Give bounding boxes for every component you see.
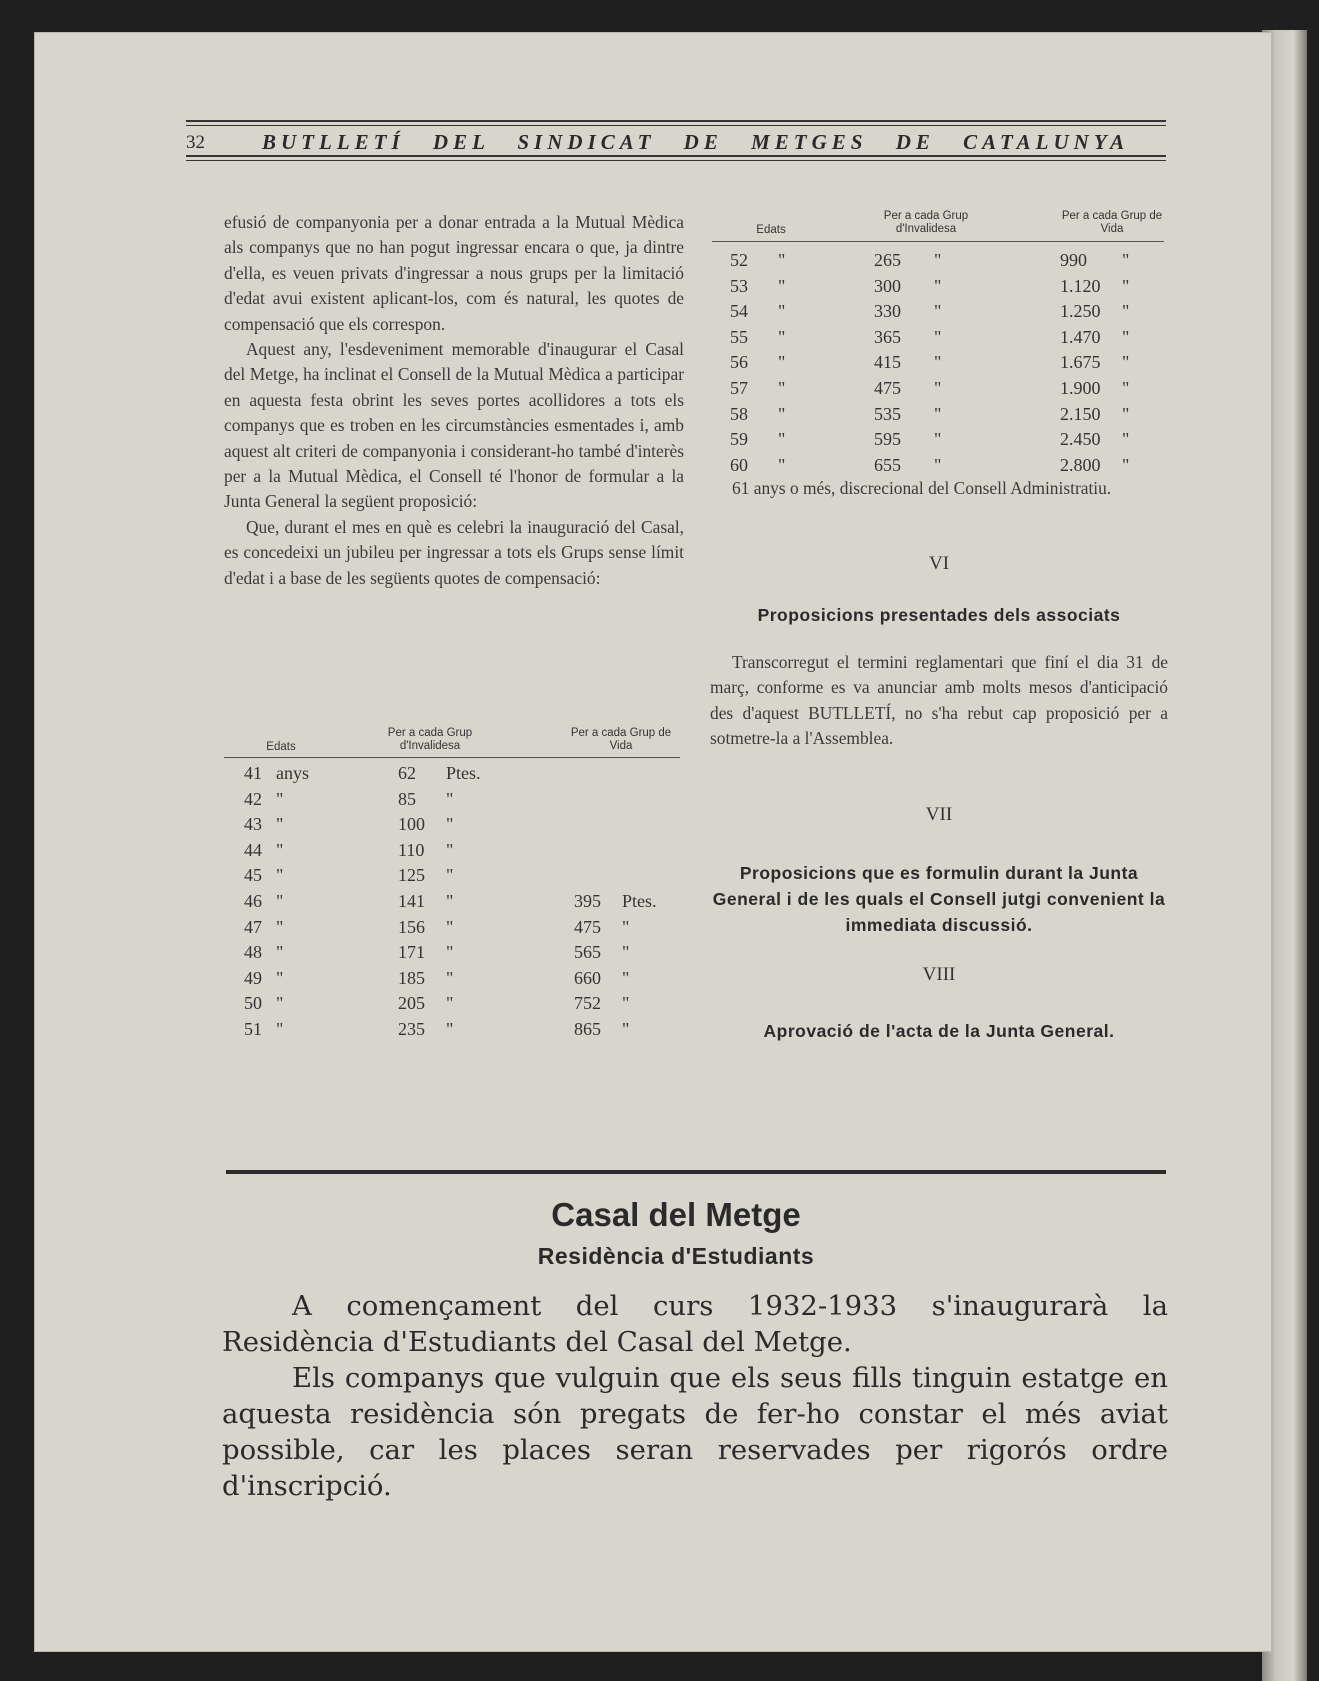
table-cell-suffix: " (276, 891, 284, 911)
table-cell-vida-unit: " (622, 993, 630, 1014)
section-body: Transcorregut el termini reglamentari que finí el dia 31 de març, conforme es va anunciar amb molts mesos d'anticipació des d'aquest BUTLLETÍ, no s'ha rebut cap proposició per a sotmetre-la a l'Assemblea. (710, 652, 1168, 749)
journal-title: BUTLLETÍ DEL SINDICAT DE METGES DE CATALUNYA (262, 130, 1130, 154)
table-cell-inv: 535 (874, 403, 901, 424)
table-cell-vida: 660 (574, 967, 601, 988)
table-cell-age: 43 (244, 814, 262, 835)
table-cell-vida: 1.470 (1060, 326, 1101, 347)
table-cell-inv-unit: " (934, 378, 942, 398)
table-cell-inv: 85 (398, 788, 416, 809)
table-cell-suffix: anys (276, 763, 309, 783)
table-cell-inv: 415 (874, 352, 901, 373)
table-cell-inv-unit: " (446, 839, 454, 860)
table-cell-age: 54 (730, 301, 748, 322)
table-cell-vida-unit: " (1122, 275, 1130, 296)
table-cell-inv-unit: " (934, 250, 942, 270)
table-cell-suffix: " (276, 839, 284, 860)
table-cell-inv-unit: " (934, 429, 942, 450)
table-cell-age: 48 (244, 942, 262, 963)
table-cell-inv-unit: " (446, 891, 454, 911)
table-cell-suffix: " (276, 788, 284, 809)
casal-subtitle: Residència d'Estudiants (537, 1243, 815, 1269)
left-column-text (224, 210, 684, 591)
table-cell-age: 42 (244, 788, 262, 809)
table-header-invalidesa: Per a cada Grup d'Invalidesa (883, 210, 969, 235)
table-cell-vida-unit: " (622, 1019, 630, 1039)
table-header-edats: Edats (756, 224, 786, 236)
table-cell-age: 45 (244, 865, 262, 886)
table-cell-vida-unit: " (1122, 378, 1130, 398)
table-cell-age: 41 (244, 763, 262, 783)
table-cell-inv: 330 (874, 301, 901, 322)
table-cell-vida: 475 (574, 916, 601, 937)
table-cell-inv: 110 (398, 839, 425, 860)
table-cell-suffix: " (276, 1019, 284, 1039)
table-cell-age: 47 (244, 916, 262, 937)
table-cell-age: 50 (244, 993, 262, 1014)
table-cell-suffix: " (778, 275, 786, 296)
table-rule (712, 241, 1164, 242)
table-cell-inv-unit: " (446, 1019, 454, 1039)
table-cell-inv-unit: " (934, 326, 942, 347)
table-cell-inv-unit: " (446, 942, 454, 963)
table-cell-age: 53 (730, 275, 748, 296)
table-cell-suffix: " (778, 301, 786, 322)
table-cell-vida: 1.120 (1060, 275, 1101, 296)
table-cell-inv-unit: " (446, 814, 454, 835)
table-cell-vida-unit: " (622, 942, 630, 963)
table-cell-inv-unit: " (934, 352, 942, 373)
table-cell-inv-unit: " (446, 916, 454, 937)
paragraph: A començament del curs 1932-1933 s'inaugurarà la Residència d'Estudiants del Casal del Metge. (222, 1290, 1168, 1358)
paragraph: Aquest any, l'esdeveniment memorable d'inaugurar el Casal del Metge, ha inclinat el Consell de la Mutual Mèdica a participar en aquesta festa obrint les seves portes acollidores a tots els companys que es troben en les circumstàncies esmentades i, amb aquest alt criteri de companyonia i considerant-ho també d'interès per a la Mutual Mèdica, el Consell té l'honor de formular a la Junta General la següent proposició: (224, 339, 684, 512)
table-cell-age: 59 (730, 429, 748, 450)
table-cell-inv-unit: " (934, 454, 942, 475)
table-cell-vida: 2.150 (1060, 403, 1101, 424)
table-cell-suffix: " (778, 250, 786, 270)
section-title: Proposicions presentades dels associats (757, 605, 1121, 625)
section-number: VIII (922, 964, 956, 985)
table-cell-inv-unit: " (934, 275, 942, 296)
table-cell-vida: 395 (574, 891, 601, 911)
table-cell-inv: 156 (398, 916, 425, 937)
table-cell-inv: 475 (874, 378, 901, 398)
table-cell-age: 56 (730, 352, 748, 373)
table-cell-suffix: " (778, 326, 786, 347)
table-cell-vida: 752 (574, 993, 601, 1014)
table-cell-age: 57 (730, 378, 748, 398)
table-cell-vida-unit: " (1122, 326, 1130, 347)
paragraph: efusió de companyonia per a donar entrada a la Mutual Mèdica als companys que no han pogut ingressar encara o que, ja dintre d'ella, es veuen privats d'ingressar a nous grups per la limitació d'edat avui existent aplicant-los, com és natural, les quotes de compensació que els correspon. (224, 212, 684, 334)
table-cell-vida: 565 (574, 942, 601, 963)
table-cell-inv: 595 (874, 429, 901, 450)
table-cell-age: 49 (244, 967, 262, 988)
table-cell-suffix: " (276, 942, 284, 963)
table-cell-suffix: " (276, 865, 284, 886)
casal-title: Casal del Metge (551, 1196, 801, 1233)
table-cell-vida-unit: " (1122, 403, 1130, 424)
table-cell-age: 58 (730, 403, 748, 424)
table-header-vida: Per a cada Grup de Vida (1061, 210, 1163, 235)
table-cell-vida-unit: Ptes. (622, 891, 657, 911)
table-cell-suffix: " (276, 814, 284, 835)
paragraph: Que, durant el mes en què es celebri la inauguració del Casal, es concedeixi un jubileu per ingressar a tots els Grups sense límit d'edat i a base de les següents quotes de compensació: (224, 516, 684, 588)
table-cell-vida: 865 (574, 1019, 601, 1039)
table-cell-inv: 100 (398, 814, 425, 835)
table-cell-inv: 62 (398, 763, 416, 783)
table-cell-inv: 300 (874, 275, 901, 296)
table-header-invalidesa: Per a cada Grup d'Invalidesa (387, 727, 473, 752)
running-header (186, 98, 1166, 166)
table-cell-inv-unit: " (446, 788, 454, 809)
table-cell-vida-unit: " (1122, 352, 1130, 373)
table-cell-suffix: " (276, 916, 284, 937)
page-number: 32 (186, 132, 205, 153)
table-cell-vida: 1.675 (1060, 352, 1101, 373)
table-cell-vida: 2.800 (1060, 454, 1101, 475)
table-cell-vida-unit: " (1122, 454, 1130, 475)
table-cell-vida-unit: " (1122, 250, 1130, 270)
table-cell-vida-unit: " (622, 916, 630, 937)
table-cell-suffix: " (778, 352, 786, 373)
section-number: VII (925, 804, 953, 825)
table-cell-suffix: " (778, 454, 786, 475)
table-cell-inv-unit: " (446, 865, 454, 886)
table-cell-age: 60 (730, 454, 748, 475)
table-cell-inv: 655 (874, 454, 901, 475)
table-cell-inv: 265 (874, 250, 901, 270)
table-cell-suffix: " (276, 967, 284, 988)
table-cell-inv: 185 (398, 967, 425, 988)
table-cell-inv-unit: Ptes. (446, 763, 481, 783)
table-cell-inv-unit: " (446, 993, 454, 1014)
table-cell-age: 51 (244, 1019, 262, 1039)
table-cell-inv: 365 (874, 326, 901, 347)
table-cell-age: 52 (730, 250, 748, 270)
table-cell-inv: 141 (398, 891, 425, 911)
table-cell-vida: 2.450 (1060, 429, 1101, 450)
table-cell-suffix: " (276, 993, 284, 1014)
table-cell-age: 55 (730, 326, 748, 347)
table-cell-vida-unit: " (1122, 301, 1130, 322)
table-cell-vida: 1.900 (1060, 378, 1101, 398)
section-title: Aprovació de l'acta de la Junta General. (763, 1021, 1115, 1041)
table-cell-vida-unit: " (622, 967, 630, 988)
section-divider (226, 1170, 1166, 1174)
table-cell-vida-unit: " (1122, 429, 1130, 450)
table-footnote: 61 anys o més, discrecional del Consell Administratiu. (732, 478, 1112, 498)
table-rule (224, 757, 680, 758)
table-cell-suffix: " (778, 378, 786, 398)
table-cell-inv: 235 (398, 1019, 425, 1039)
table-cell-inv-unit: " (446, 967, 454, 988)
table-cell-age: 44 (244, 839, 262, 860)
table-cell-inv: 171 (398, 942, 425, 963)
table-cell-inv-unit: " (934, 301, 942, 322)
paragraph: Els companys que vulguin que els seus fills tinguin estatge en aquesta residència són pregats de fer-ho constar el més aviat possible, car les places seran reservades per rigorós ordre d'inscripció. (222, 1362, 1168, 1502)
table-cell-inv: 205 (398, 993, 425, 1014)
section-title: Proposicions que es formulin durant la Junta General i de les quals el Consell jutgi convenient la immediata discussió. (712, 863, 1166, 935)
table-cell-age: 46 (244, 891, 262, 911)
section-number: VI (928, 553, 950, 574)
table-cell-suffix: " (778, 403, 786, 424)
table-cell-vida: 1.250 (1060, 301, 1101, 322)
table-cell-vida: 990 (1060, 250, 1087, 270)
casal-body (222, 1288, 1168, 1504)
table-cell-inv-unit: " (934, 403, 942, 424)
table-cell-inv: 125 (398, 865, 425, 886)
table-header-vida: Per a cada Grup de Vida (570, 727, 672, 752)
table-cell-suffix: " (778, 429, 786, 450)
table-header-edats: Edats (266, 741, 296, 753)
